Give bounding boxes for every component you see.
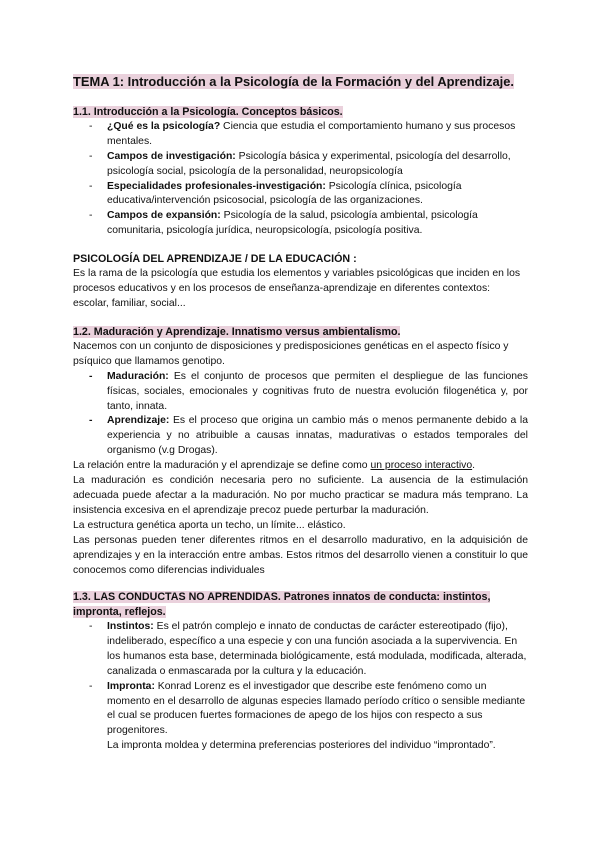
section-1-2-intro: Nacemos con un conjunto de disposiciones y predisposiciones genéticas en el aspecto físico y psíquico que llamamos genotipo. [73, 340, 509, 367]
list-item: - Instintos: Es el patrón complejo e innato de conductas de carácter estereotipado (fijo), indeliberado, específico a una especie y con una función asociada a la supervivencia. En los humanos esta base, determinada biológicamente, está modulada, modificada, alterada, canalizada o enmascarada por la cultura y la educación. [89, 621, 527, 677]
item-term: Especialidades profesionales-investigación: [107, 180, 326, 192]
item-text: Konrad Lorenz es el investigador que describe este fenómeno como un momento en el desarrollo de algunas especies llamado período crítico o sensible mediante el cual se producen fuertes formaciones de apego de los hijos con respecto a sus progenitores. [107, 680, 526, 737]
item-term: Maduración: [107, 370, 169, 382]
section-1-2-heading [73, 325, 528, 340]
section-1-2-list [73, 370, 528, 459]
list-item: - ¿Qué es la psicología? Ciencia que estudia el comportamiento humano y sus procesos mentales. [89, 120, 516, 147]
relation-paragraph [73, 459, 528, 474]
item-term: Aprendizaje: [107, 415, 170, 427]
item-text: Es el proceso que origina un cambio más o menos permanente debido a la experiencia y no atribuible a causas innatas, madurativas o estados temporales del organismo (v.g Drogas). [107, 415, 528, 457]
item-text: Ciencia que estudia el comportamiento humano y sus procesos mentales. [107, 120, 516, 147]
item-text: Psicología clínica, psicología educativa/intervención psicosocial, psicología de las organizaciones. [107, 180, 462, 207]
psico-paragraph: Es la rama de la psicología que estudia los elementos y variables psicológicas que inciden en los procesos educativos y en los procesos de enseñanza-aprendizaje en diferentes contextos: escolar, familiar, social... [73, 267, 521, 309]
item-term: ¿Qué es la psicología? [107, 120, 221, 132]
list-item: - Maduración: Es el conjunto de procesos que permiten el despliegue de las funciones físicas, sociales, emocionales y cognitivas fruto de nuestra evolución filogenética y, por tanto, innata. [89, 370, 528, 412]
title-text: TEMA 1: Introducción a la Psicología de la Formación y del Aprendizaje. [73, 74, 514, 89]
item-text: Es el conjunto de procesos que permiten el despliegue de las funciones físicas, sociales, emocionales y cognitivas fruto de nuestra evolución filogenética y, por tanto, innata. [107, 370, 528, 412]
list-item: - Aprendizaje: Es el proceso que origina un cambio más o menos permanente debido a la experiencia y no atribuible a causas innatas, madurativas o estados temporales del organismo (v.g Drogas). [89, 415, 528, 457]
list-item: - Campos de investigación: Psicología básica y experimental, psicología del desarrollo, psicología social, psicología de la personalidad, neuropsicología [89, 150, 511, 177]
item-term: Instintos: [107, 621, 154, 632]
item-extra: La impronta moldea y determina preferencias posteriores del individuo “improntado”. [107, 740, 496, 752]
maduracion-paragraph: La maduración es condición necesaria pero no suficiente. La ausencia de la estimulación adecuada puede afectar a la maduración. No por mucho practicar se madura más temprano. La insistencia excesiva en el aprendizaje precoz puede perturbar la maduración. [73, 475, 528, 516]
section-1-2 [73, 325, 528, 578]
list-item: - Campos de expansión: Psicología de la salud, psicología ambiental, psicología comunitaria, psicología jurídica, neuropsicología, psicología positiva. [89, 210, 478, 237]
estructura-paragraph: La estructura genética aporta un techo, un límite... elástico. [73, 519, 346, 531]
section-1-3 [73, 590, 528, 754]
item-text: Psicología de la salud, psicología ambiental, psicología comunitaria, psicología jurídica, neuropsicología, psicología positiva. [107, 210, 478, 237]
item-term: Campos de expansión: [107, 210, 221, 222]
section-1-1 [73, 105, 528, 239]
item-term: Campos de investigación: [107, 150, 236, 162]
item-text: Psicología básica y experimental, psicología del desarrollo, psicología social, psicología de la personalidad, neuropsicología [107, 150, 511, 177]
relation-underlined: un proceso interactivo [370, 460, 473, 472]
psico-heading: PSICOLOGÍA DEL APRENDIZAJE / DE LA EDUCACIÓN : [73, 253, 357, 265]
ritmos-paragraph: Las personas pueden tener diferentes ritmos en el desarrollo madurativo, en la adquisición de aprendizajes y en la interacción entre ambas. Estos ritmos del desarrollo vienen a constituir lo que conocemos como diferencias individuales [73, 534, 528, 576]
section-1-3-heading-text: 1.3. LAS CONDUCTAS NO APRENDIDAS. Patrones innatos de conducta: instintos, impronta, reflejos. [73, 591, 491, 618]
relation-pre: La relación entre la maduración y el aprendizaje se define como [73, 460, 371, 472]
section-psicologia-aprendizaje [73, 252, 528, 312]
list-item: - Especialidades profesionales-investigación: Psicología clínica, psicología educativa/intervención psicosocial, psicología de las organizaciones. [89, 180, 462, 207]
section-1-1-heading-text: 1.1. Introducción a la Psicología. Conceptos básicos. [73, 106, 343, 118]
document-title [73, 73, 528, 90]
relation-post: . [472, 460, 476, 472]
section-1-3-list [73, 620, 528, 754]
list-item: - Impronta: Konrad Lorenz es el investigador que describe este fenómeno como un momento en el desarrollo de algunas especies llamado período crítico o sensible mediante el cual se producen fuertes formaciones de apego de los hijos con respecto a sus progenitores. La impronta moldea y determina preferencias posteriores del individuo “improntado”. [89, 680, 526, 752]
section-1-1-list [73, 120, 528, 239]
item-term: Impronta: [107, 680, 155, 692]
section-1-2-heading-text: 1.2. Maduración y Aprendizaje. Innatismo versus ambientalismo. [73, 326, 401, 338]
section-1-3-heading [73, 590, 528, 620]
section-1-1-heading [73, 105, 528, 120]
item-text: Es el patrón complejo e innato de conductas de carácter estereotipado (fijo), indeliberado, específico a una especie y con una función asociada a la supervivencia. En los humanos esta base, determinada biológicamente, está modulada, modificada, alterada, canalizada o enmascarada por la cultura y la educación. [107, 621, 527, 677]
